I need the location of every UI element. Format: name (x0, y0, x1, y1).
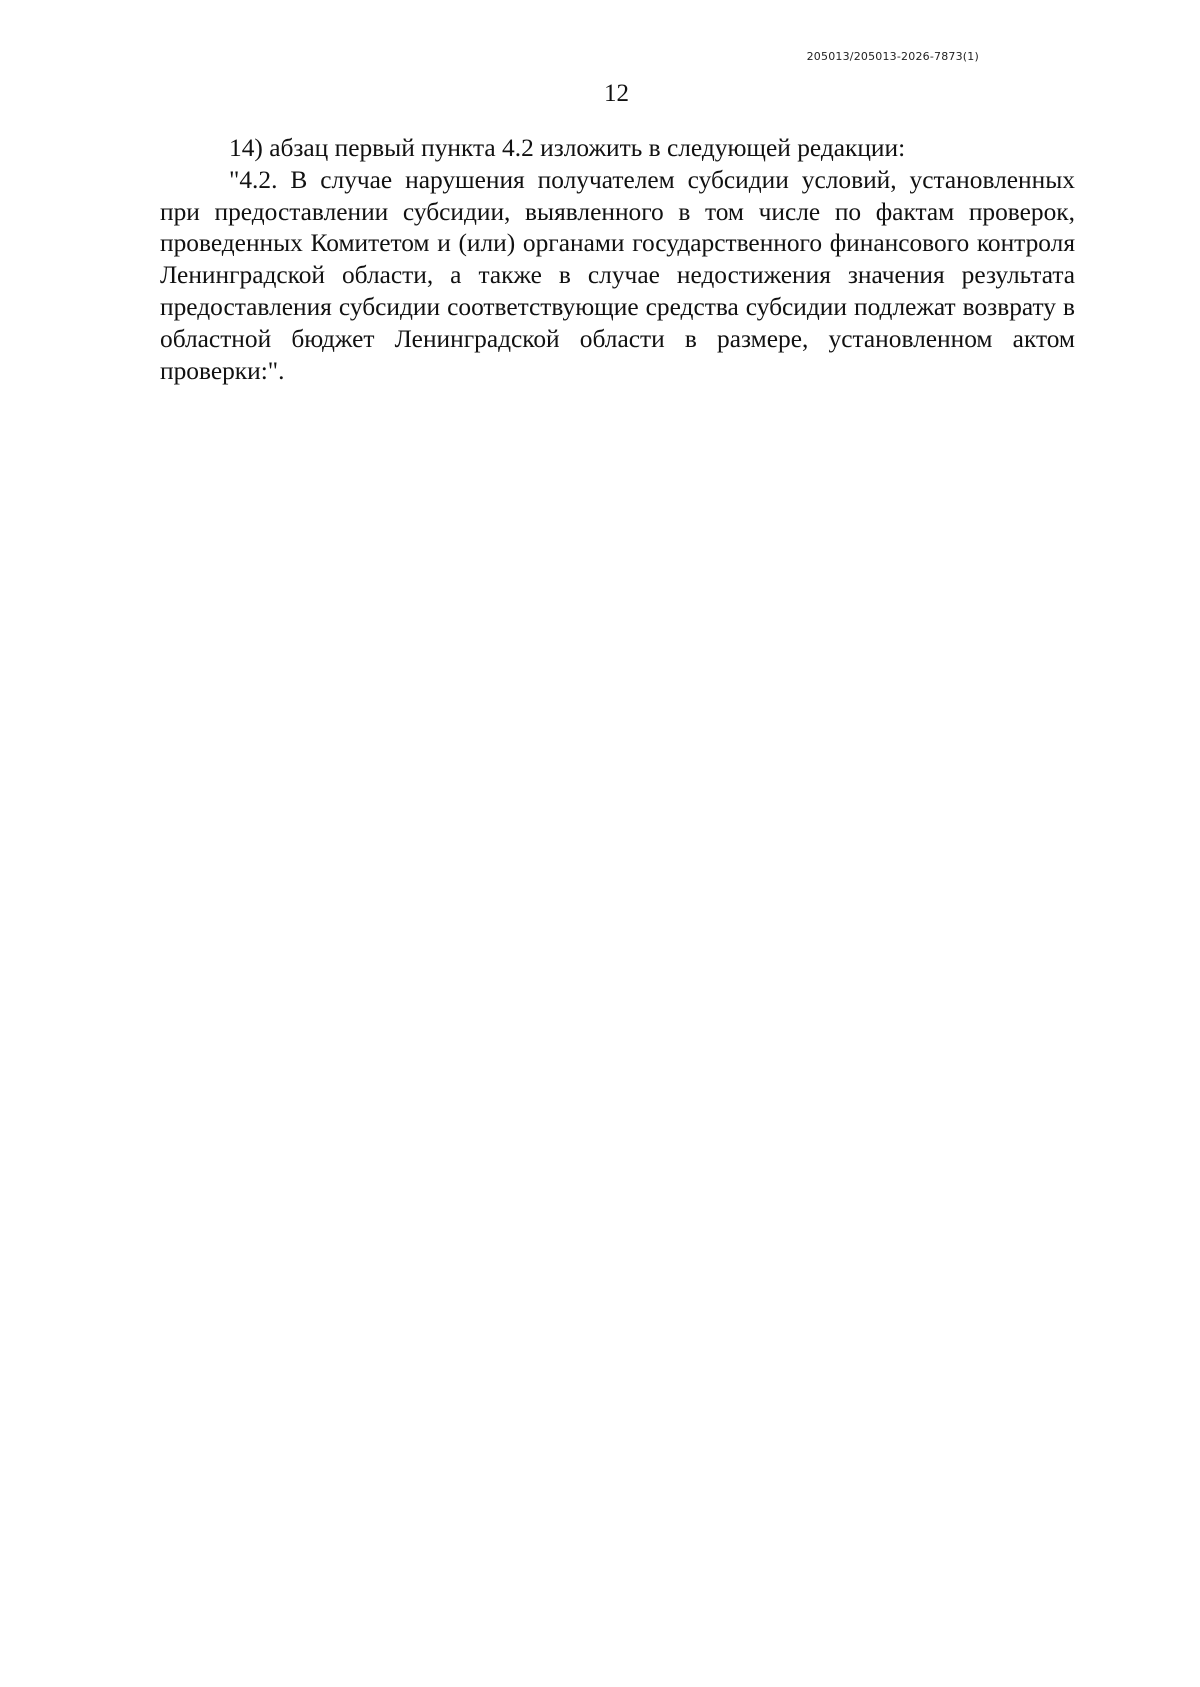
amendment-text-paragraph: "4.2. В случае нарушения получателем субсидии условий, установленных при предоставлении субсидии, выявленного в том числе по фактам проверок, проведенных Комитетом и (или) органами государственного финансового контроля Ленинградской области, а также в случае недостижения значения результата предоставления субсидии соответствующие средства субсидии подлежат возврату в областной бюджет Ленинградской области в размере, установленном актом проверки:". (160, 165, 1075, 385)
amendment-intro-paragraph: 14) абзац первый пункта 4.2 изложить в следующей редакции: (229, 134, 906, 162)
document-id: 205013/205013-2026-7873(1) (806, 50, 979, 63)
page-number: 12 (604, 80, 629, 107)
document-body (160, 133, 1075, 387)
